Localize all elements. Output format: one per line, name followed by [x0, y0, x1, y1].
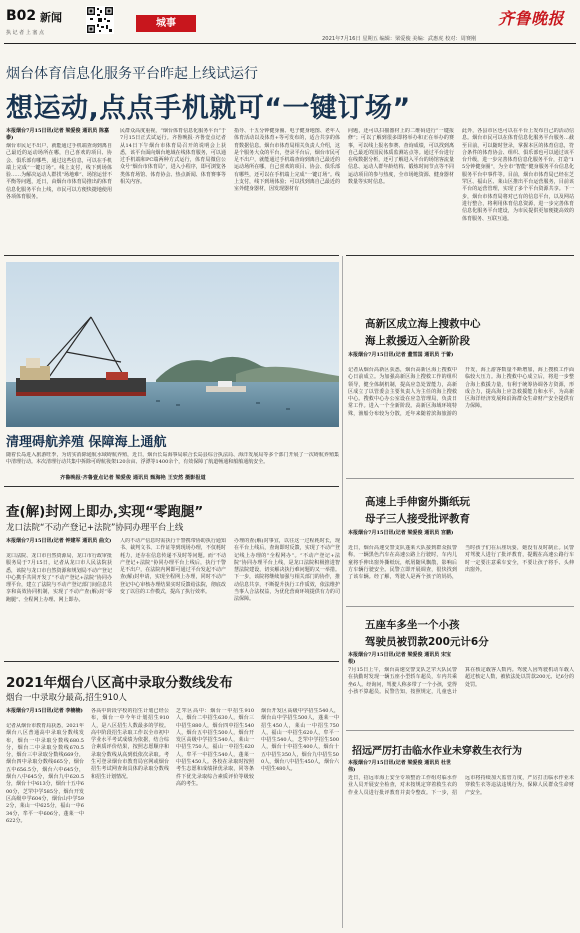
- story2-col-3: 办理的查(解)封事宜，以往这一过程耗时长，现在平台上线后，查询即时反馈，实现了不动产登记线上办理的“全程网办”。“不动产登记+法院”协同办理平台上线，是龙口法院积极推进智慧法院建设，切实解决执行难问题的又一举措。下一步，该院将继续加强与相关部门的协作，推动信息共享，不断提升执行工作质效，依法维护当事人合法权益，为优化营商环境提供有力的司法保障。: [234, 538, 340, 603]
- channel-label: 城事: [156, 18, 176, 29]
- story3-headline: 2021年烟台八区高中录取分数线发布: [6, 675, 233, 691]
- date-line: 2021年7月16日 星期五 编辑：梁爱俊 美编：武惠虎 校对：周赛刚: [322, 36, 477, 42]
- story2-subhead: 龙口法院“不动产登记+法院”协同办理平台上线: [6, 523, 184, 533]
- right-s2-text: 近日，烟台高速交警支队蓬莱大队接到群众报警称，一辆黑色汽车在高速公路上行驶时，车内儿童将手伸出窗外撕纸玩，纸屑随风飘散，影响后方车辆行驶安全。民警立即开展调查，很快找到了该车辆。经了解，驾驶人是两个孩子的妈妈，当时孩子们在后座玩耍，她没有及时制止。民警对驾驶人进行了批评教育，提醒在高速公路行车时一定要注意乘车安全，不要让孩子将手、头伸出窗外。: [348, 545, 574, 581]
- photo-bottom-rule: [4, 486, 339, 487]
- channel-tab: [136, 15, 196, 32]
- story2-col-1: 龙口法院、龙口市自然资源局，龙口市行政审批服务局于7月15日，记者从龙口市人民法院获悉，该院与龙口市自然资源和规划局不动产登记中心携手共同开发了“不动产登记+法院”协同办理平台，建立了法院与不动产登记部门间信息共享和高效协同机制，实现了不动产查(解)封“零跑腿”、全程网上办理、网上即办。: [6, 553, 112, 603]
- photo-credit: 齐鲁晚报·齐鲁壹点记者 梁爱俊 通讯员 甄海艳 王安然 摄影报道: [60, 475, 206, 481]
- story2-byline: 本报烟台7月15日讯(记者 钟建军 通讯员 曲文): [6, 538, 112, 544]
- column-divider: [342, 256, 343, 928]
- lead-col-2: 民群众高度重视，“烟台体育信息化服务平台”于7月15日正式试运行。齐鲁晚报·齐鲁壹点记者从14日下午烟台市体育局召开的说明会上获悉，该平台面向烟台地域在线体育服务，可以通过手机端和PC端两种方式运行，体育局微信公众号“烟台市体育局”，进入小程序，即可浏览各类体育场馆、体育协会、热点新闻、体育赛事等相关内容。: [120, 128, 226, 186]
- right-s4-headline: 招远严厉打击临水作业未穿救生衣行为: [352, 746, 522, 757]
- right-s1-rule: [346, 478, 574, 479]
- right-s1-headline2: 海上救援迈入全新阶段: [365, 335, 470, 347]
- lead-col-5: 此外，各县市区也可以在平台上发布自己的活动信息。烟台市民可以在体育信息化服务平台服务…截至目前，可以随时登录，掌握本区的体育信息，符合条件的体育协会、组织、俱乐部也可以通过该平台升级，进一步完善体育信息化服务平台，打造“15分钟健身圈”，为全市“智能”健身服务平台信息化服务平台中事件等。目前，烟台市体育局已经在芝罘区、福山区、莱山区推出平台运营服务，目前该平台的运营管理，实现了多个平台资源共享。下一步，烟台市体育局将对已有的信息平台，以及网站进行整合，将利用体育信息资源，进一步完善体育信息化服务平台建设，为市民提供更加便捷高效的体育服务、互联互通。: [462, 128, 574, 222]
- right-s2-headline: 高速上手伸窗外撕纸玩: [365, 496, 470, 508]
- lead-col-3: 指导、十五分钟健身圈、电子健身地图、老年人体育活动以及体育+等可发布的，适合共享的体育数据信息。烟台市体育局相关负责人介绍，这是个服务大众的平台，登录平台后，烟台市民可足不出户，就能通过手机端查询到离自己最近的运动场所在哪，自己喜欢的项目、协会、俱乐部有哪些，还可以在手机端上完成“一键订场”。线上支付，线下到场体验；可以找到离自己最近的室外健身器材，因发现器材有: [234, 128, 340, 193]
- editor-line: 执 记 者 上 塞 点: [6, 30, 44, 36]
- news-photo: [6, 262, 339, 427]
- lead-headline: 想运动,点点手机就可“一键订场”: [6, 93, 411, 124]
- right-s2-headline2: 母子三人接受批评教育: [365, 513, 470, 525]
- right-s3-headline2: 驾驶员被罚款200元计6分: [365, 636, 489, 648]
- right-s1-text: 记者从烟台高新区获悉，烟台高新区海上搜救中心日前成立。为加强高新区海上搜救工作的组织领导，健全体制机制，提高应急处置能力，高新区成立了以管委会主要负责人为主任的海上搜救中心。搜救中心办公室设在应急管理局，负责日常工作。进入一个全新阶段。高新区海域环境特殊，渔船分布较为分散，近年来随着滨海旅游的开发，海上游客数量不断增加，海上搜救工作面临较大压力。海上搜救中心成立后，将进一步整合海上救援力量，有利于统筹协调各方资源，形成合力，提高海上应急救援能力和水平，为高新区海洋经济发展和沿海群众生命财产安全提供有力保障。: [348, 367, 574, 417]
- right-s3-headline: 五座车多坐一个小孩: [365, 619, 460, 631]
- story3-byline: 本报烟台7月15日讯(记者 李楠楠): [6, 708, 83, 714]
- right-s2-byline: 本报烟台7月15日讯(记者 梁爱俊 通讯员 宫鹏): [348, 530, 454, 536]
- story2-bottom-rule: [4, 661, 339, 662]
- right-s2-rule: [346, 606, 574, 607]
- lead-col-4: 问题，还可以扫描器材上的二维码进行“一键报修”；可以了解到很多即将举办和正在举办的赛事，可以线上报名参赛、查询成绩，可以找到离自己最近的国民体质监测站点等。通过平台进行在线数据分析，还可了解进入平台的场馆客流量信息、运动人群年龄结构、锻炼时间节点等不同运动项目的参与热度，全市场地资源、健身器材数量等实时信息。: [348, 128, 454, 186]
- lead-kicker: 烟台体育信息化服务平台昨起上线试运行: [6, 66, 258, 82]
- photo-caption-body: 随着长岛进入旅游旺季，为切实消除通航水域碍航养殖，近日，烟台长岛海事局联合长岛县综合执法局、海洋发展局等多个部门开展了一次碍航养殖集中清理行动。本次清理行动共集中拆除可碍航筏架120余亩、浮漂等1400余个，有效保障了航道畅通和船舶通航安全。: [6, 452, 339, 466]
- story3-col-4: 烟台开发区高级中学招生540人，烟台山中学招生500人，蓬莱一中招生450人，莱山一中招生750人，福山一中招生620人，牟平一中招生540人，芝罘中学招生500人，烟台十中招生400人，烟台十五中招生350人，烟台九中招生500人，烟台八中招生450人，烟台六中招生480人。: [261, 708, 339, 773]
- story3-col-2: 各高中阶段学校的招生计划已经公布，烟台一中今年计划招生910人，是八区招生人数最多的学校。高中阶段招生录取工作以全市初中学业水平考试成绩为依据，结合综合素质评价结果，按照志愿顺序和录取分数线从高到低依次录取。考生可登录烟台市教育局官网或烟台招生考试网查询具体的录取分数线和招生计划情况。: [91, 708, 169, 780]
- lead-byline: 本报烟台7月15日讯(记者 梁爱俊 通讯员 陈嘉泰): [6, 128, 110, 142]
- photo-caption-title: 清理碍航养殖 保障海上通航: [6, 435, 167, 450]
- story2-col-2: 人的不动产信息时需执行干警携带协助执行通知书、裁判文书、工作证等到现场办理，不仅耗时耗力，还存在信息传递不及时等问题。而“不动产登记+法院”协同办理平台上线后，执行干警足不出户，在法院内网即可通过平台发起不动产查(解)封申请，实现全程网上办理，同时不动产登记中心审核办理结果实时反馈给法院，彻底改变了以往的工作模式，提高了执行效率。: [120, 538, 226, 596]
- section-name: 新闻: [40, 11, 62, 24]
- masthead: [0, 0, 580, 48]
- lead-bottom-rule: [4, 255, 339, 256]
- story3-col-1: 记者从烟台市教育局获悉，2021年烟台八区普通高中录取分数线发布，烟台一中录取分数线680.5分，烟台二中录取分数线670.5分，烟台三中录取分数线669分，烟台四中录取分数线665分，烟台五中656.5分，烟台六中645分，烟台八中645分，烟台九中620.5分，烟台十中613分，烟台十五中600分，芝罘中学585分，烟台开发区高级中学604分，烟台山中学592分，莱山一中625分，福山一中634分，牟平一中606分，蓬莱一中622分。: [6, 723, 84, 824]
- brand-logo: 齐鲁晚报: [498, 9, 565, 28]
- right-s3-rule: [346, 730, 574, 731]
- story3-col-3: 芝罘区高中：烟台一中招生910人，烟台二中招生630人，烟台三中招生880人，烟台四中招生540人，烟台五中招生500人，烟台开发区高级中学招生540人，莱山一中招生750人，福山一中招生620人，牟平一中招生540人，蓬莱一中招生450人。各校在录取时按照考生志愿和成绩择优录取，同等条件下优先录取综合素质评价等级较高的考生。: [176, 708, 254, 787]
- right-top-rule: [346, 255, 574, 256]
- page-number: B02: [6, 8, 37, 24]
- harbor-photo-image: [6, 262, 339, 427]
- right-s4-text: 近日，招远市海上安全专项整治工作组对临水作业人员开展安全检查，对未按规定穿着救生衣的作业人员进行批评教育并责令整改。下一步，招远市将持续加大监管力度，严厉打击临水作业未穿救生衣等违法违规行为，保障人民群众生命财产安全。: [348, 775, 574, 796]
- right-s3-text: 7月15日上午，烟台高速交警支队芝罘大队民警在执勤时发现一辆五座小型轿车超员，车内共乘坐6人。经询问，驾驶人称多带了一个小孩，觉得小孩不算超员。民警告知，按照规定，儿童也计算在核定载客人数内。驾驶人因驾驶机动车载人超过核定人数，被依法处以罚款200元、记6分的处罚。: [348, 667, 574, 695]
- right-s1-headline: 高新区成立海上搜救中心: [365, 318, 481, 330]
- story2-headline: 查(解)封网上即办,实现“零跑腿”: [6, 504, 204, 520]
- right-s1-byline: 本报烟台7月15日讯(记者 董雪国 通讯员 于蕾): [348, 352, 454, 358]
- right-s3-byline: 本报烟台7月15日讯(记者 梁爱俊 通讯员 宋宝根): [348, 652, 452, 666]
- right-s4-byline: 本报烟台7月15日讯(记者 梁爱俊 通讯员 杜世伟): [348, 760, 452, 774]
- story3-subhead: 烟台一中录取分最高,招生910人: [6, 693, 127, 703]
- lead-col-1: 烟台市民足不出户，就能通过手机端查询到离自己最近的运动场所在哪，自己喜欢的项目、协会、俱乐部有哪些，通过这些信息，可以在手机端上完成“一键订场”。线上支付，线下到场体验……为解决运动人群找“场地难”、场馆运营不平衡等问题，近日，由烟台市体育局推出的体育信息化服务平台上线，市民可以方便快捷地使用各项体育服务。: [6, 143, 112, 201]
- qr-code-icon: [86, 6, 114, 34]
- masthead-rule: [4, 43, 576, 44]
